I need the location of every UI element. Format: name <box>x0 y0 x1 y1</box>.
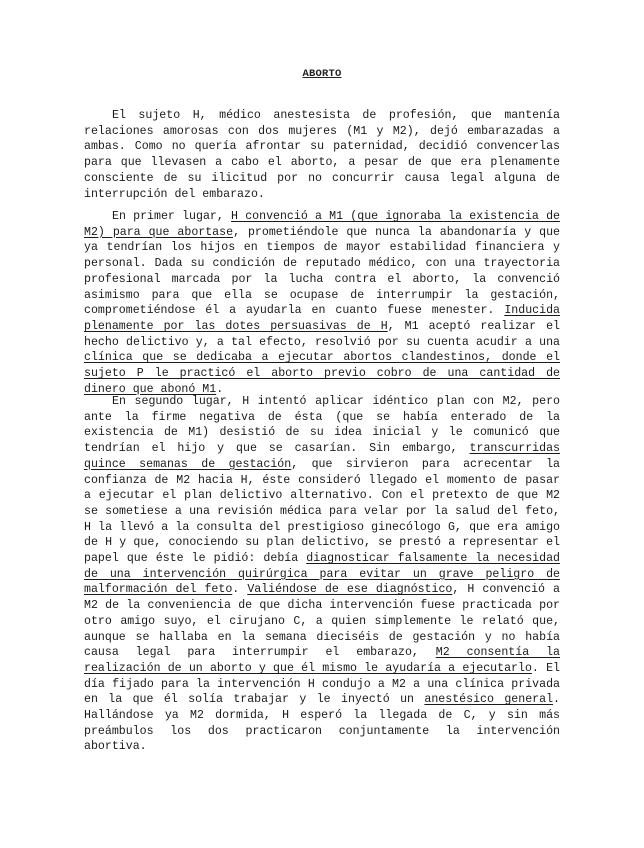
document-title <box>0 68 644 80</box>
underlined-text: anestésico general <box>424 693 554 707</box>
underlined-text: clínica que se dedicaba a ejecutar abortos clandestinos, donde el sujeto P le practicó el aborto previo cobro de una cantidad de dinero que abonó M1 <box>84 351 560 396</box>
paragraph-text: . El día fijado para la intervención H condujo a M2 a una clínica privada en la que él solía trabajar y le inyectó un <box>84 661 560 707</box>
document-title-text: ABORTO <box>302 68 342 80</box>
underlined-text: diagnosticar falsamente la necesidad de una intervención quirúrgica para evitar un grave peligro de malformación del feto <box>84 552 560 597</box>
underlined-text: transcurridas quince semanas de gestación <box>84 442 560 471</box>
paragraph-text: , H convenció a M2 de la conveniencia de que dicha intervención fuese practicada por otro amigo suyo, el cirujano C, a quien simplemente le relató que, aunque se hallaba en la semana dieciséis de gestación y no había causa legal para interrumpir el embarazo, <box>84 583 560 660</box>
paragraph-text: . <box>216 382 224 396</box>
paragraph-text: , M1 aceptó realizar el hecho delictivo y, a tal efecto, resolvió por su cuenta acudir a una <box>84 319 560 349</box>
paragraph-text: , prometiéndole que nunca la abandonaría y que ya tendrían los hijos en tiempos de mayor estabilidad financiera y personal. Dada su condición de reputado médico, con una trayectoria profesional marcada por la lucha contra el aborto, la convenció asimismo para que ella se ocupase de interrumpir la gestación, comprometiéndose él a ayudarla en cuanto fuese menester. <box>84 225 560 318</box>
paragraph-text: El sujeto H, médico anestesista de profesión, que mantenía relaciones amorosas con dos mujeres (M1 y M2), dejó embarazadas a ambas. Como no quería afrontar su paternidad, decidió convencerlas para que llevasen a cabo el aborto, a pesar de que era plenamente consciente de su ilicitud por no concurrir causa legal alguna de interrupción del embarazo. <box>84 109 560 201</box>
paragraph-text: En segundo lugar, H intentó aplicar idéntico plan con M2, pero ante la firme negativa de ésta (que se había enterado de la existencia de M1) desistió de su idea inicial y le comunicó que tendrían el hijo y que se casarían. Sin embargo, <box>84 395 560 456</box>
paragraph-text: En primer lugar, <box>112 210 232 223</box>
paragraph-text: , que sirvieron para acrecentar la confianza de M2 hacia H, éste consideró llegado el momento de pasar a ejecutar el plan delictivo alternativo. Con el pretexto de que M2 se sometiese a una revisión médica para velar por la salud del feto, H la llevó a la consulta del prestigioso ginecólogo G, que era amigo de H y que, conociendo su plan delictivo, se prestó a representar el papel que éste le pidió: debía <box>84 457 560 566</box>
paragraph-text: . Hallándose ya M2 dormida, H esperó la llegada de C, y sin más preámbulos los dos practicaron conjuntamente la intervención abortiva. <box>84 693 561 754</box>
paragraph-2 <box>84 209 560 397</box>
underlined-text: Valiéndose de ese diagnóstico <box>247 583 453 597</box>
underlined-text: Inducida plenamente por las dotes persuasivas de H <box>84 304 560 333</box>
underlined-text: H convenció a M1 (que ignoraba la existencia de M2) para que abortase <box>84 210 561 239</box>
paragraph-3 <box>84 394 560 755</box>
paragraph-1 <box>84 108 560 202</box>
underlined-text: M2 consentía la realización de un aborto y que él mismo le ayudaría a ejecutarlo <box>84 646 560 675</box>
paragraph-text: . <box>232 583 248 597</box>
